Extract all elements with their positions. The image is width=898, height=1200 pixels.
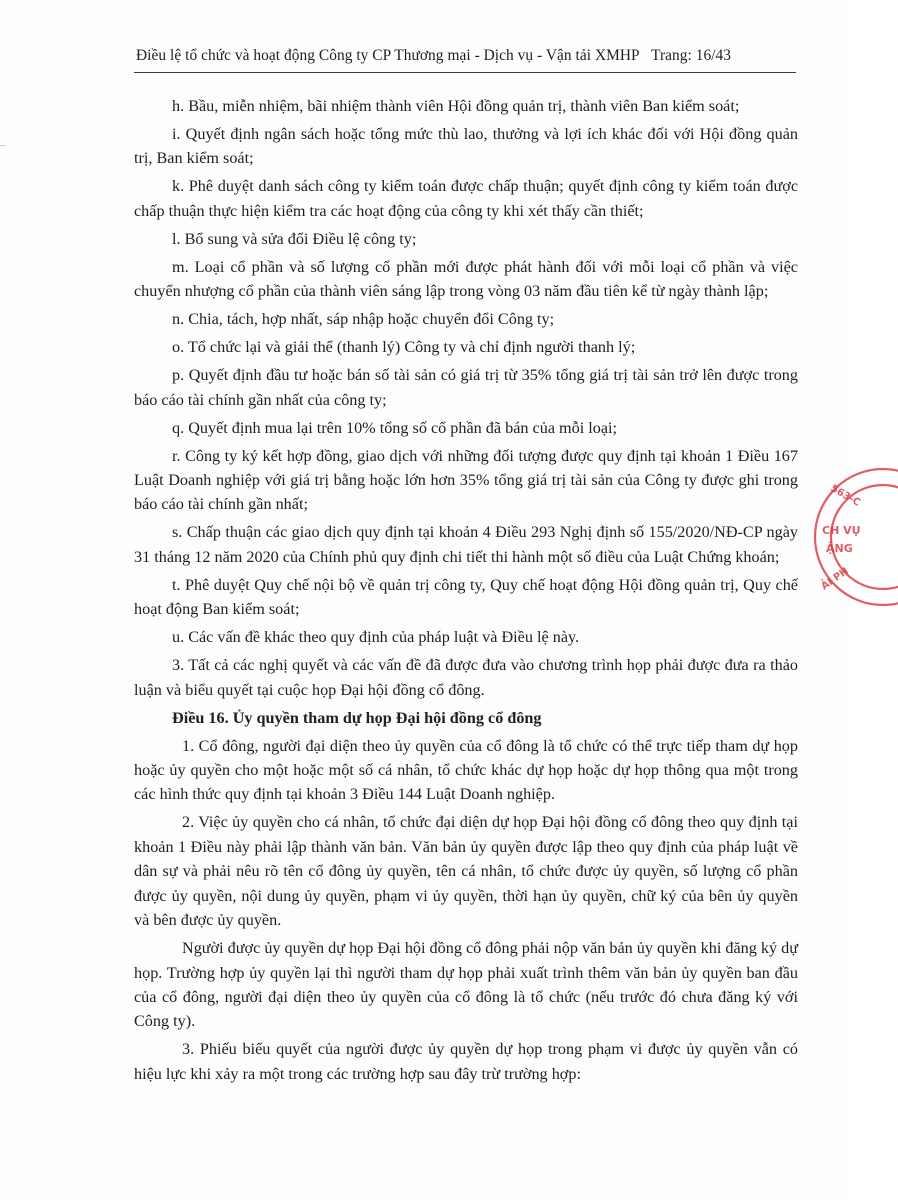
clause-r: r. Công ty ký kết hợp đồng, giao dịch với những đối tượng được quy định tại khoản 1 Điều 167 Luật Doanh nghiệp với giá trị bằng hoặc lớn hơn 35% tổng giá trị tài sản của Công ty được ghi trong báo cáo tài chính gần nhất; [134,446,798,514]
company-seal-stamp [808,462,898,612]
clause-p: p. Quyết định đầu tư hoặc bán số tài sản có giá trị từ 35% tổng giá trị tài sản trở lên được trong báo cáo tài chính gần nhất của công ty; [134,366,798,409]
clause-q: q. Quyết định mua lại trên 10% tổng số cổ phần đã bán của mỗi loại; [172,418,618,437]
clause-t: t. Phê duyệt Quy chế nội bộ về quản trị công ty, Quy chế hoạt động Hội đồng quản trị, Quy chế hoạt động Ban kiểm soát; [134,575,798,619]
clause-h: h. Bầu, miễn nhiệm, bãi nhiệm thành viên Hội đồng quản trị, thành viên Ban kiểm soát; [172,97,740,115]
stamp-fragment-2: CH VỤ [822,524,861,537]
clause-m: m. Loại cổ phần và số lượng cổ phần mới được phát hành đối với mỗi loại cổ phần và việc chuyển nhượng cổ phần của thành viên sáng lập trong vòng 03 năm đầu tiên kể từ ngày thành lập; [134,257,798,301]
clause-k: k. Phê duyệt danh sách công ty kiểm toán được chấp thuận; quyết định công ty kiểm toán được chấp thuận thực hiện kiểm tra các hoạt động của công ty khi xét thấy cần thiết; [134,177,798,220]
clause-o: o. Tổ chức lại và giải thể (thanh lý) Công ty và chỉ định người thanh lý; [172,338,636,357]
article-16-heading: Điều 16. Ủy quyền tham dự họp Đại hội đồng cổ đông [172,708,542,727]
clause-u: u. Các vấn đề khác theo quy định của pháp luật và Điều lệ này. [172,628,580,647]
clause-l: l. Bổ sung và sửa đổi Điều lệ công ty; [172,229,417,248]
stamp-fragment-3: ẬNG [826,542,853,555]
header-divider [134,72,796,73]
clause-i: i. Quyết định ngân sách hoặc tổng mức thù lao, thưởng và lợi ích khác đối với Hội đồng quản trị, Ban kiểm soát; [134,125,798,168]
article-16-clause-3: 3. Phiếu biểu quyết của người được ủy quyền dự họp trong phạm vi được ủy quyền vẫn có hiệu lực khi xảy ra một trong các trường hợp sau đây trừ trường hợp: [134,1040,798,1083]
clause-s: s. Chấp thuận các giao dịch quy định tại khoản 4 Điều 293 Nghị định số 155/2020/NĐ-CP ngày 31 tháng 12 năm 2020 của Chính phủ quy định chi tiết thi hành một số điều của Luật Chứng khoán; [134,523,798,566]
scan-mark [0,145,6,146]
stamp-fragment-1: 563-C [828,483,863,509]
document-body [134,94,798,1090]
article-16-clause-2: 2. Việc ủy quyền cho cá nhân, tổ chức đại diện dự họp Đại hội đồng cổ đông theo quy định tại khoản 1 Điều này phải lập thành văn bản. Văn bản ủy quyền được lập theo quy định của pháp luật về dân sự và phải nêu rõ tên cổ đông ủy quyền, tên cá nhân, tổ chức được ủy quyền, số lượng cổ phần được ủy quyền, nội dung ủy quyền, phạm vi ủy quyền, thời hạn ủy quyền, chữ ký của bên ủy quyền và bên được ủy quyền. [134,813,798,930]
page-header [136,47,731,65]
clause-n: n. Chia, tách, hợp nhất, sáp nhập hoặc chuyển đổi Công ty; [172,310,555,329]
article-16-clause-2-continued: Người được ủy quyền dự họp Đại hội đồng cổ đông phải nộp văn bản ủy quyền khi đăng ký dự họp. Trường hợp ủy quyền lại thì người tham dự họp phải xuất trình thêm văn bản ủy quyền ban đầu của cổ đông, người đại diện theo ủy quyền của cổ đông là tổ chức (nếu trước đó chưa đăng ký với Công ty). [134,939,798,1031]
clause-3: 3. Tất cả các nghị quyết và các vấn đề đã được đưa vào chương trình họp phải được đưa ra thảo luận và biểu quyết tại cuộc họp Đại hội đồng cổ đông. [134,656,798,699]
article-16-clause-1: 1. Cổ đông, người đại diện theo ủy quyền của cổ đông là tổ chức có thể trực tiếp tham dự họp hoặc ủy quyền cho một hoặc một số cá nhân, tổ chức khác dự họp hoặc dự họp thông qua một trong các hình thức quy định tại khoản 3 Điều 144 Luật Doanh nghiệp. [134,736,798,804]
stamp-fragment-4: ẢI PH [819,565,851,593]
header-title: Điều lệ tổ chức và hoạt động Công ty CP Thương mại - Dịch vụ - Vận tải XMHP [136,47,640,64]
header-page-number: Trang: 16/43 [651,47,732,64]
